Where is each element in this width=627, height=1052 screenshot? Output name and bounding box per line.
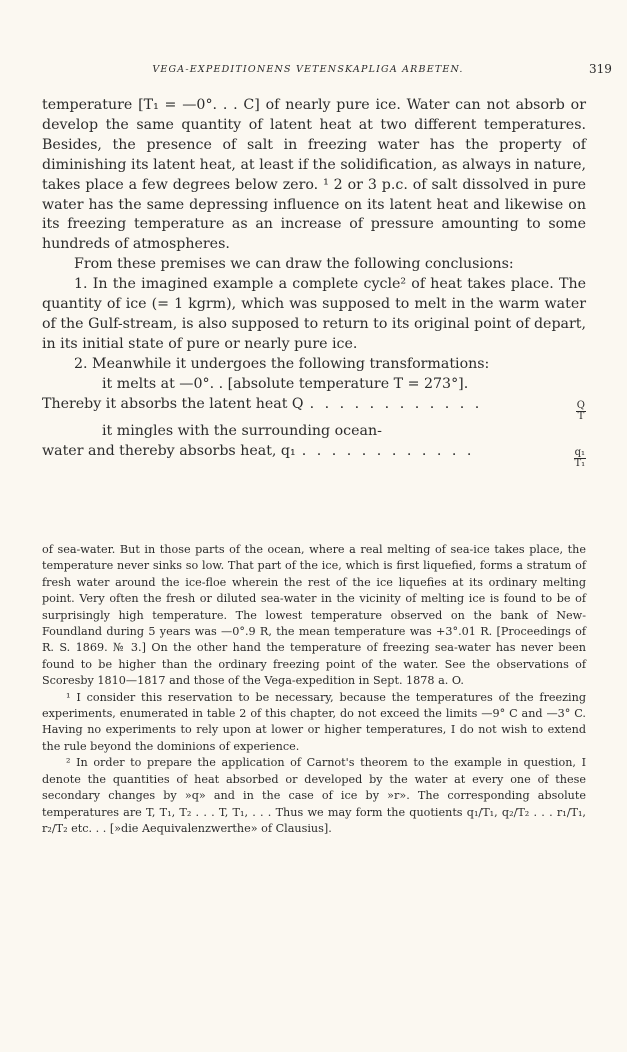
footnotes — [42, 542, 586, 837]
footnote-2: ² In order to prepare the application of Carnot's theorem to the example in question, I denote the quantities of heat absorbed or developed by the water at every one of these secondary changes by »q» and in the case of ice by »r». The corresponding absolute temperatures are T, T₁, T₂ . . . T, T₁, . . . Thus we may form the quotients q₁/T₁, q₂/T₂ . . . r₁/T₁, r₂/T₂ etc. . . [»die Aequivalenzwerthe» of Clausius]. — [42, 756, 586, 835]
main-text — [42, 96, 586, 469]
paragraph-conclusions-intro: From these premises we can draw the following conclusions: — [74, 256, 514, 273]
paragraph-melts: it melts at —0°. . [absolute temperature T = 273°]. — [102, 375, 469, 392]
page-number: 319 — [589, 62, 612, 76]
fraction-numerator: q₁ — [574, 446, 585, 458]
footnote-continuation: of sea-water. But in those parts of the ocean, where a real melting of sea-ice takes place, the temperature never sinks so low. That part of the ice, which is first liquefied, forms a stratum of fresh water around the ice-floe wherein the rest of the ice liquefies at its ordinary melting point. Very often the fresh or diluted sea-water in the vicinity of melting ice is found to be of surprisingly high temperature. The lowest temperature observed on the bank of New-Foundland during 5 years was —0°.9 R, the mean temperature was +3°.01 R. [Proceedings of R. S. 1869. № 3.] On the other hand the temperature of freezing sea-water has never been found to be higher than the ordinary freezing point of the water. See the observations of Scoresby 1810—1817 and those of the Vega-expedition in Sept. 1878 a. O. — [42, 543, 586, 688]
fraction-denominator: T₁ — [574, 457, 586, 469]
leader-dots: . . . . . . . . . . . . — [309, 395, 483, 412]
leader-dots: . . . . . . . . . . . . — [301, 442, 475, 459]
running-header: VEGA-EXPEDITIONENS VETENSKAPLIGA ARBETEN. — [152, 64, 464, 75]
fraction-numerator: Q — [576, 399, 585, 411]
absorbed-heat-row — [42, 442, 586, 469]
footnote-1: ¹ I consider this reservation to be necessary, because the temperatures of the freezing experiments, enumerated in table 2 of this chapter, do not exceed the limits —9° C and —3° C. Having no experiments to rely upon at lower or higher temperatures, I do not wish to extend the rule beyond the dominions of experience. — [42, 690, 586, 753]
fraction-denominator: T — [577, 410, 585, 422]
paragraph-point-1: 1. In the imagined example a complete cycle² of heat takes place. The quantity of ice (= 1 kgrm), which was supposed to melt in the warm water of the Gulf-stream, is also supposed to return to its original point of depart, in its initial state of pure or nearly pure ice. — [42, 276, 586, 352]
fraction-q-over-t — [576, 401, 586, 422]
paragraph-point-2: 2. Meanwhile it undergoes the following transformations: — [74, 355, 490, 372]
paragraph-continuation: temperature [T₁ = —0°. . . C] of nearly pure ice. Water can not absorb or develop the same quantity of latent heat at two different temperatures. Besides, the presence of salt in freezing water has the property of diminishing its latent heat, at least if the solidification, as always in nature, takes place a few degrees below zero. ¹ 2 or 3 p.c. of salt dissolved in pure water has the same depressing influence on its latent heat and likewise on its freezing temperature as an increase of pressure amounting to some hundreds of atmospheres. — [42, 97, 586, 253]
latent-heat-row — [42, 395, 586, 422]
absorbed-heat-label: water and thereby absorbs heat, q₁ — [42, 442, 296, 459]
paragraph-mingles: it mingles with the surrounding ocean- — [102, 422, 382, 439]
fraction-q1-over-t1 — [574, 448, 586, 469]
latent-heat-label: Thereby it absorbs the latent heat Q — [42, 395, 304, 412]
